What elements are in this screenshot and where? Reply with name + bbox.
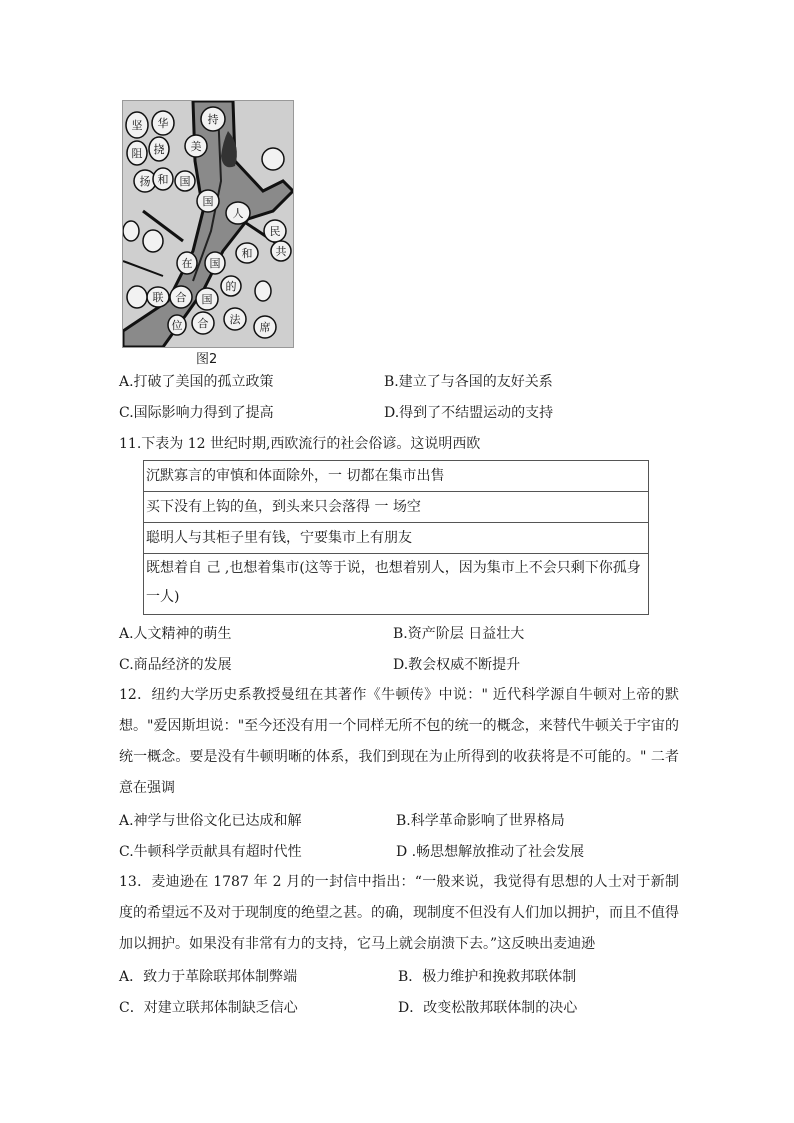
leaf-char: 国 [202,195,214,208]
leaf-char: 国 [209,257,221,270]
q13-option-b[interactable]: B．极力维护和挽救邦联体制 [398,969,577,985]
leaf-char: 合 [175,291,187,304]
q10-option-d[interactable]: D.得到了不结盟运动的支持 [384,405,554,421]
q12-stem: 12．纽约大学历史系教授曼纽在其著作《牛顿传》中说：" 近代科学源自牛顿对上帝的默想。"爱因斯坦说："至今还没有用一个同样无所不包的统一的概念，来替代牛顿关于宇宙的统一概念。要是没有牛顿明晰的体系，我们到现在为止所得到的收获将是不可能的。" 二者意在强调 [119,687,679,796]
proverb-table [143,460,649,615]
q12-option-d[interactable]: D .畅思想解放推动了社会发展 [396,844,585,860]
q11-option-d[interactable]: D.教会权威不断提升 [393,657,521,673]
table-cell: 聪明人与其柜子里有钱，宁要集市上有朋友 [144,523,649,554]
q12-option-a[interactable]: A.神学与世俗文化已达成和解 [119,813,302,829]
leaf-char: 坚 [131,119,143,132]
q11-option-c[interactable]: C.商品经济的发展 [119,657,232,673]
q12-option-c[interactable]: C.牛顿科学贡献具有超时代性 [119,844,302,860]
q13-option-d[interactable]: D．改变松散邦联体制的决心 [398,1000,578,1016]
leaf-char: 持 [207,113,219,126]
q13-stem: 13．麦迪逊在 1787 年 2 月的一封信中指出：“一般来说，我觉得有思想的人士对于新制度的希望远不及对于现制度的绝望之甚。的确，现制度不但没有人们加以拥护，而且不值得加以拥护。如果没有非常有力的支持，它马上就会崩溃下去。”这反映出麦迪逊 [119,874,679,952]
leaf-char: 位 [171,319,183,332]
leaf-char: 法 [229,313,241,326]
leaf-char: 美 [190,140,202,153]
tree-illustration [123,101,293,347]
leaf-char: 的 [225,280,237,293]
q11-option-b[interactable]: B.资产阶层 日益壮大 [393,626,525,642]
leaf-char: 席 [259,321,271,334]
table-row [144,492,649,523]
leaf-char: 国 [179,175,191,188]
q12-option-b[interactable]: B.科学革命影响了世界格局 [396,813,565,829]
leaf-char: 阻 [131,147,143,160]
q13-option-a[interactable]: A．致力于革除联邦体制弊端 [119,969,298,985]
table-cell: 沉默寡言的审慎和体面除外，一 切都在集市出售 [144,461,649,492]
table-cell: 买下没有上钩的鱼，到头来只会落得 一 场空 [144,492,649,523]
table-cell: 既想着自 己 ,也想着集市(这等于说，也想着别人，因为集市上不会只剩下你孤身 一人) [144,554,649,615]
q10-option-b[interactable]: B.建立了与各国的友好关系 [384,374,553,390]
figure-caption: 图2 [196,352,218,367]
leaf-char: 和 [157,173,169,186]
leaf-char: 人 [232,207,244,220]
q11-stem: 11.下表为 12 世纪时期,西欧流行的社会俗谚。这说明西欧 [119,436,481,452]
leaf-char: 民 [269,225,281,238]
leaf-char: 国 [201,293,213,306]
leaf-char: 合 [197,317,209,330]
q11-option-a[interactable]: A.人文精神的萌生 [119,626,232,642]
q13-option-c[interactable]: C．对建立联邦体制缺乏信心 [119,1000,298,1016]
leaf-char: 华 [157,117,169,130]
leaf-char: 扬 [139,175,151,188]
leaf-char: 共 [275,245,287,258]
leaf-char: 和 [241,247,253,260]
q10-option-c[interactable]: C.国际影响力得到了提高 [119,405,274,421]
leaf-char: 在 [181,257,193,270]
leaf-char: 联 [152,291,164,304]
tree-cartoon-image [122,100,294,348]
q10-option-a[interactable]: A.打破了美国的孤立政策 [119,374,274,390]
table-row [144,523,649,554]
table-row [144,554,649,615]
leaf-char: 挠 [153,143,165,156]
table-row [144,461,649,492]
